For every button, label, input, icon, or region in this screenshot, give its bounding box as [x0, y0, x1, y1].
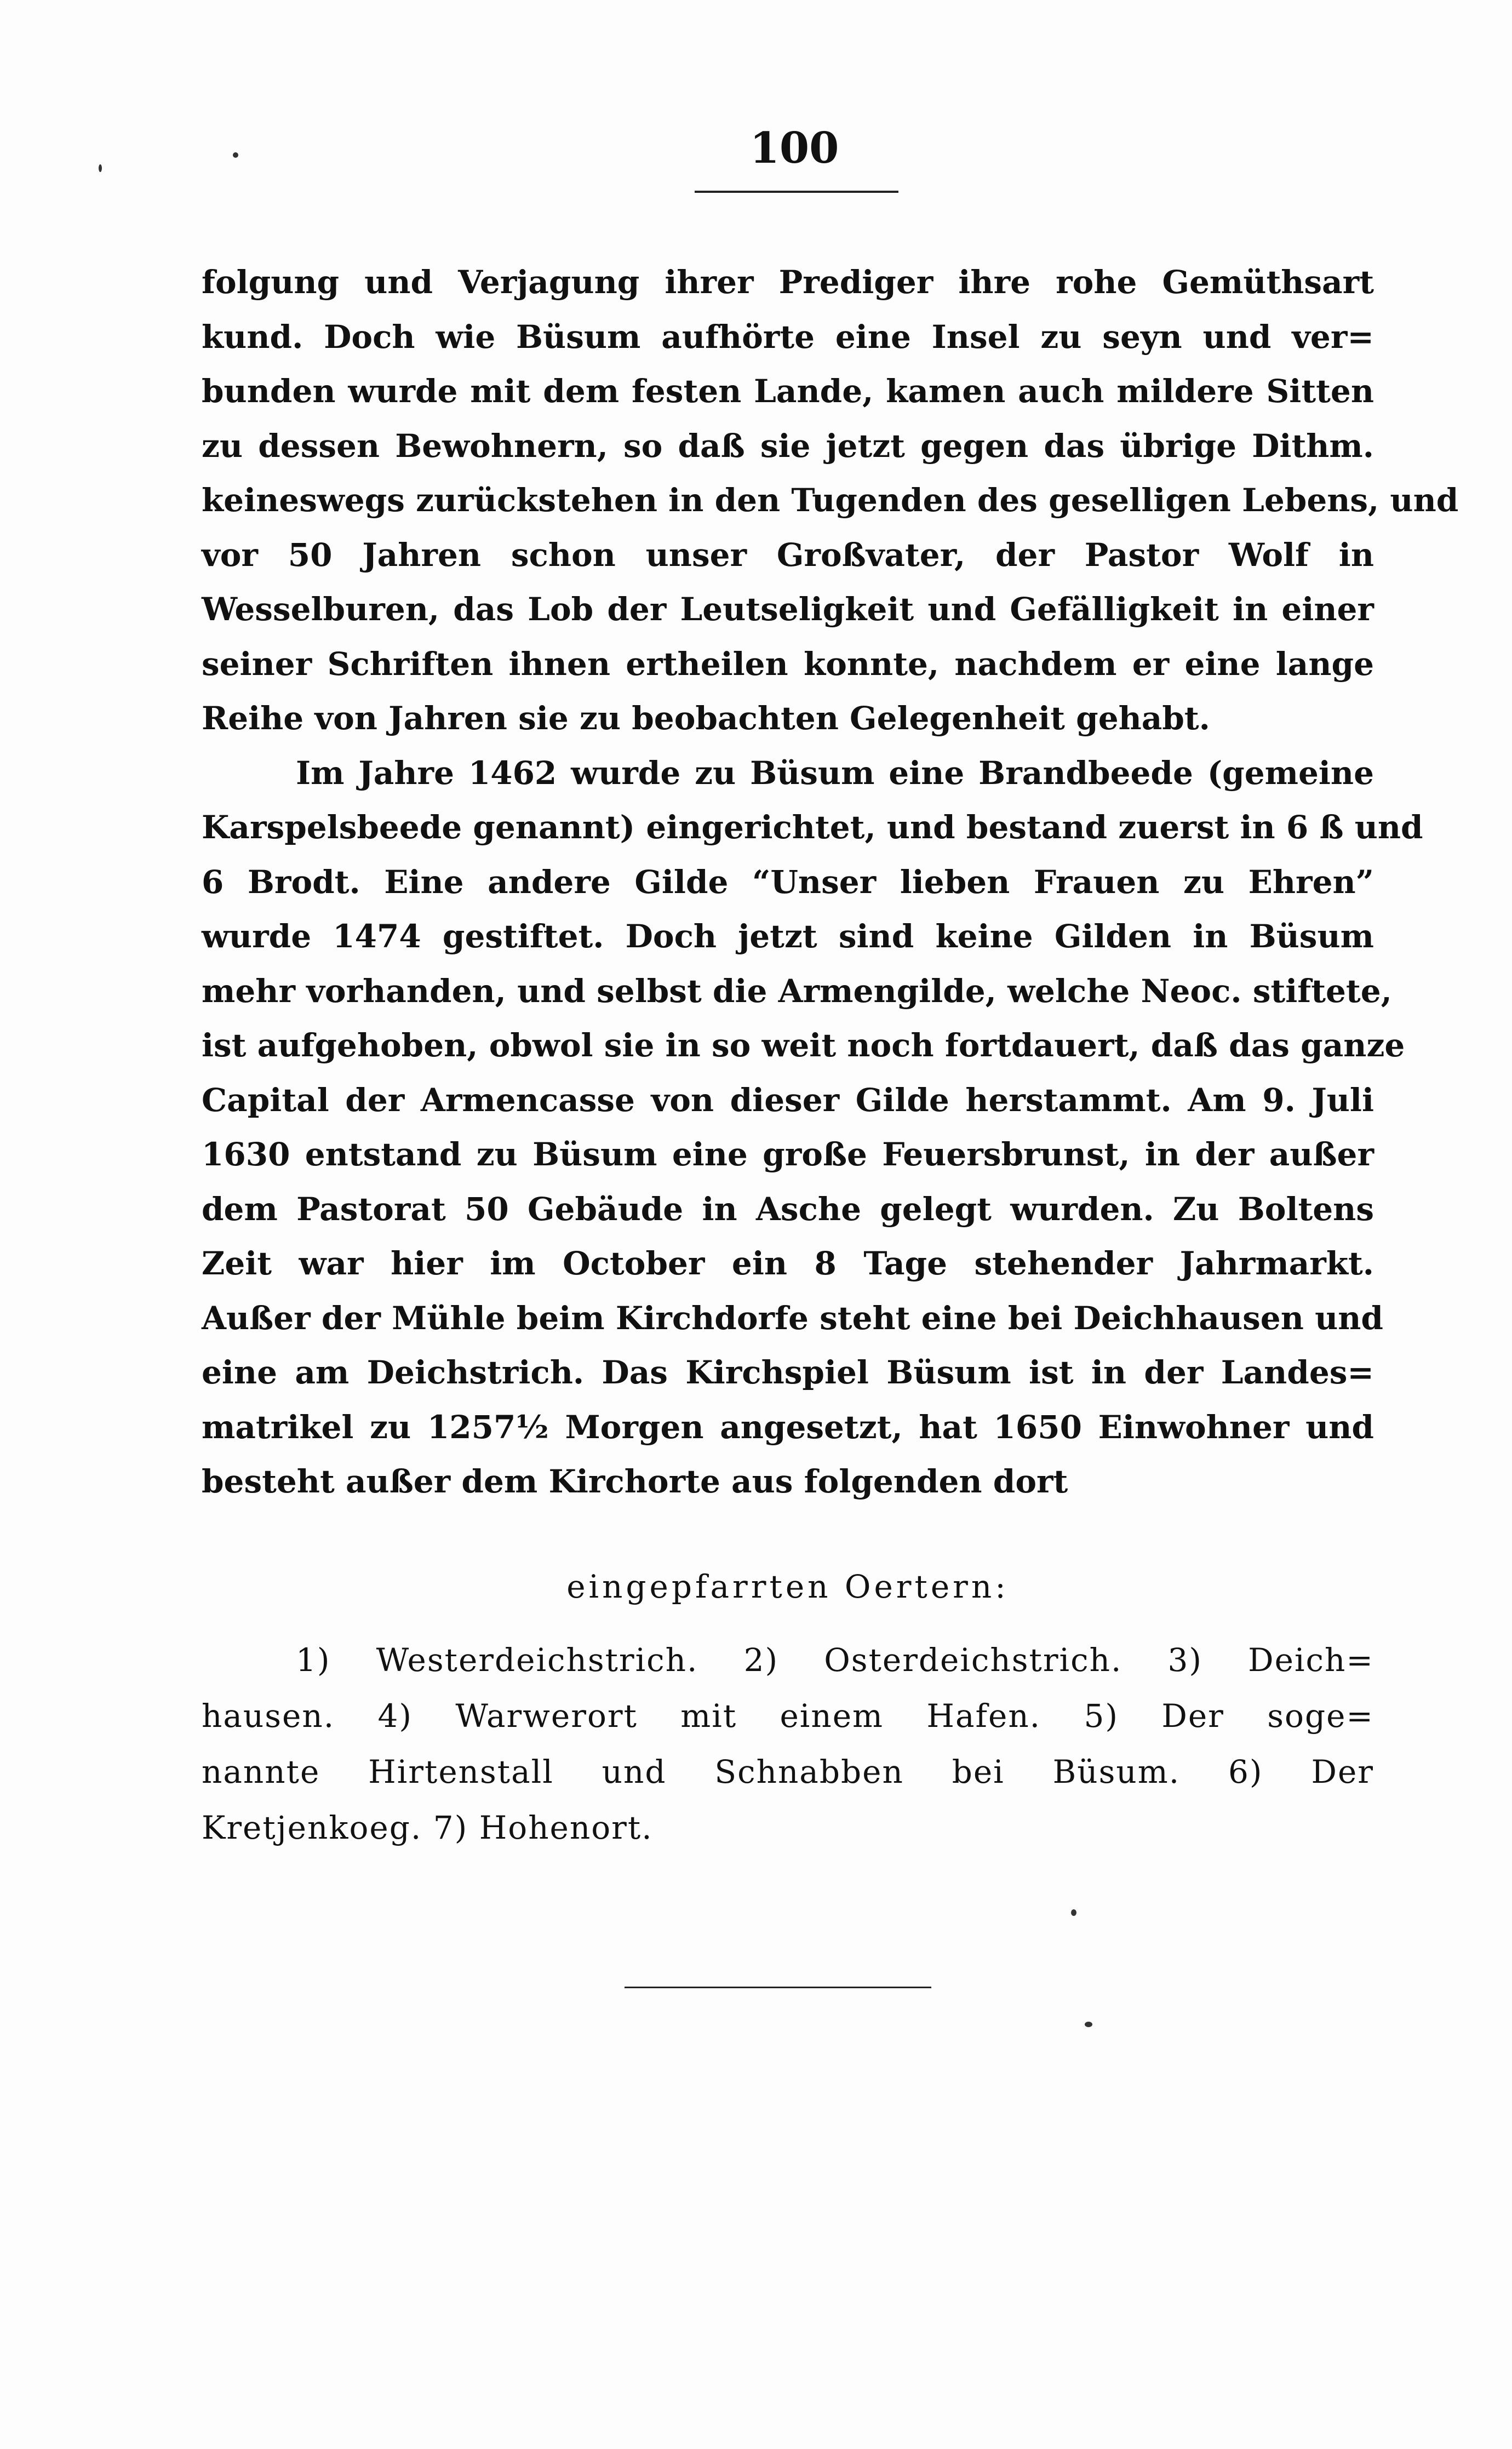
text-line: zu dessen Bewohnern, so daß sie jetzt gegen das übrige Dithm.: [202, 427, 1374, 465]
text-line: seiner Schriften ihnen ertheilen konnte, nachdem er eine lange: [202, 645, 1374, 683]
text-line: kund. Doch wie Büsum aufhörte eine Insel zu seyn und ver=: [202, 318, 1374, 356]
text-line: vor 50 Jahren schon unser Großvater, der Pastor Wolf in: [202, 536, 1374, 574]
scan-speck: [1071, 1909, 1076, 1916]
list-line: Kretjenkoeg. 7) Hohenort.: [202, 1809, 653, 1846]
text-line: Wesselburen, das Lob der Leutseligkeit und Gefälligkeit in einer: [202, 591, 1374, 628]
section-heading: eingepfarrten Oertern:: [566, 1568, 1009, 1605]
text-line: keineswegs zurückstehen in den Tugenden des geselligen Lebens, und: [202, 482, 1459, 519]
scan-speck: [233, 152, 238, 158]
text-line: ist aufgehoben, obwol sie in so weit noch fortdauert, daß das ganze: [202, 1027, 1405, 1064]
text-line: Im Jahre 1462 wurde zu Büsum eine Brandbeede (gemeine: [296, 754, 1374, 792]
text-line: Karspelsbeede genannt) eingerichtet, und bestand zuerst in 6 ß und: [202, 809, 1423, 846]
text-line: Zeit war hier im October ein 8 Tage stehender Jahrmarkt.: [202, 1245, 1374, 1282]
scan-speck: [1085, 2022, 1092, 2027]
text-line: Reihe von Jahren sie zu beobachten Gelegenheit gehabt.: [202, 700, 1210, 737]
text-line: folgung und Verjagung ihrer Prediger ihre rohe Gemüthsart: [202, 264, 1374, 301]
text-line: Außer der Mühle beim Kirchdorfe steht eine bei Deichhausen und: [202, 1299, 1383, 1337]
text-line: 1630 entstand zu Büsum eine große Feuersbrunst, in der außer: [202, 1136, 1374, 1173]
text-line: bunden wurde mit dem festen Lande, kamen auch mildere Sitten: [202, 373, 1374, 410]
text-line: dem Pastorat 50 Gebäude in Asche gelegt wurden. Zu Boltens: [202, 1190, 1374, 1228]
list-line: 1) Westerdeichstrich. 2) Osterdeichstrich. 3) Deich=: [296, 1641, 1374, 1679]
text-line: eine am Deichstrich. Das Kirchspiel Büsum ist in der Landes=: [202, 1354, 1374, 1391]
page-number: 100: [749, 123, 839, 173]
text-line: matrikel zu 1257½ Morgen angesetzt, hat 1650 Einwohner und: [202, 1408, 1374, 1446]
scan-speck: [99, 164, 102, 172]
text-line: besteht außer dem Kirchorte aus folgenden dort: [202, 1463, 1068, 1500]
text-line: mehr vorhanden, und selbst die Armengilde, welche Neoc. stiftete,: [202, 972, 1392, 1010]
list-line: hausen. 4) Warwerort mit einem Hafen. 5) Der soge=: [202, 1697, 1374, 1735]
footer-rule: [625, 1987, 931, 1988]
text-line: 6 Brodt. Eine andere Gilde “Unser lieben Frauen zu Ehren”: [202, 863, 1374, 901]
text-line: Capital der Armencasse von dieser Gilde herstammt. Am 9. Juli: [202, 1081, 1374, 1119]
text-line: wurde 1474 gestiftet. Doch jetzt sind keine Gilden in Büsum: [202, 918, 1374, 955]
header-rule: [695, 191, 898, 193]
list-line: nannte Hirtenstall und Schnabben bei Büsum. 6) Der: [202, 1753, 1374, 1790]
